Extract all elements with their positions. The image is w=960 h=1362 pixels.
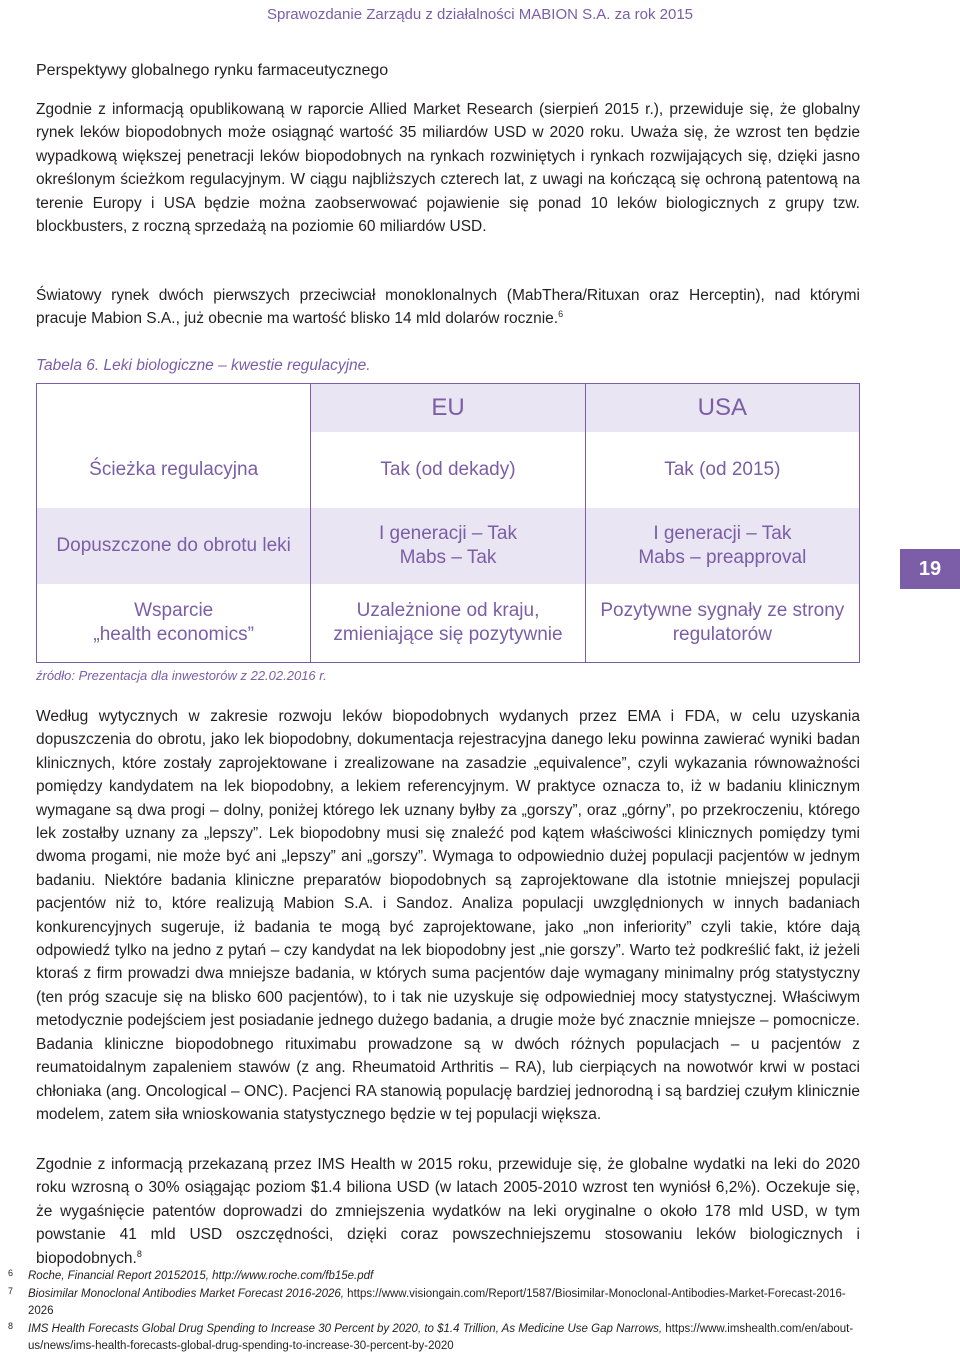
paragraph-monoclonal-market	[36, 284, 860, 331]
header-usa: USA	[585, 384, 859, 433]
cell-usa	[585, 584, 859, 663]
cell-line: Mabs – preapproval	[638, 547, 807, 568]
footnote-number: 6	[8, 1268, 14, 1278]
header-empty-cell	[37, 384, 311, 433]
cell-line: „health economics”	[93, 624, 254, 645]
table-title: Tabela 6. Leki biologiczne – kwestie regulacyjne.	[36, 357, 371, 374]
footnote-citation: Biosimilar Monoclonal Antibodies Market Forecast 2016-2026,	[28, 1287, 344, 1300]
paragraph-text: Zgodnie z informacją przekazaną przez IMS Health w 2015 roku, przewiduje się, że globalne wydatki na leki do 2020 roku wzrosną o 30% osiągając poziom $1.4 biliona USD (w latach 2005-2010 wzrost ten wyniósł 6,2%). Oczekuje się, że wygaśnięcie patentów doprowadzi do zmniejszenia wydatków na leki oryginalne o około 178 mld USD, w tym powstanie 41 mld USD oszczędności, dzięki coraz powszechniejszemu stosowaniu leków biologicznych i biopodobnych.	[36, 1156, 860, 1267]
header-eu: EU	[311, 384, 585, 433]
regulatory-table	[36, 383, 860, 663]
cell-line: I generacji – Tak	[653, 523, 792, 544]
cell-line: Uzależnione od kraju,	[356, 600, 540, 621]
report-header: Sprawozdanie Zarządu z działalności MABION S.A. za rok 2015	[266, 6, 694, 23]
paragraph-guidelines: Według wytycznych w zakresie rozwoju leków biopodobnych wydanych przez EMA i FDA, w celu uzyskania dopuszczenia do obrotu, jako lek biopodobny, dokumentacja rejestracyjna danego leku powinna zawierać wyniki badan klinicznych, które zostały zaprojektowane i zrealizowane na zasadzie „equivalence”, czyli wykazania równoważności pomiędzy kandydatem na lek biopodobny, a lekiem referencyjnym. W praktyce oznacza to, iż w badaniu klinicznym wymagane są dwa progi – dolny, poniżej którego lek uznany byłby za „gorszy”, oraz „górny”, po przekroczeniu, którego lek zostałby uznany za „lepszy”. Lek biopodobny musi się znaleźć pod kątem właściwości klinicznych pomiędzy tymi dwoma progami, nie może być ani „lepszy” ani „gorszy”. Wymaga to odpowiednio dużej populacji pacjentów w jednym badaniu. Niektóre badania kliniczne preparatów biopodobnych są zaprojektowane dla istotnie mniejszej populacji pacjentów niż to, które realizują Mabion S.A. i Sandoz. Analiza populacji uwzględnionych w innych badaniach konkurencyjnych sugeruje, iż badania te mogą być zaprojektowane, jako „non inferiority” czyli takie, które dają odpowiedź tylko na jedno z pytań – czy kandydat na lek biopodobny jest „nie gorszy”. Warto też podkreślić fakt, iż jeżeli ktoraś z firm prowadzi dwa mniejsze badania, w których suma pacjentów daje wymagany minimalny próg statystyczny (ten próg szacuje się na blisko 600 pacjentów), to i tak nie uzyskuje się odpowiedniej mocy statystycznej. Właściwym metodycznie podejściem jest posiadanie jednego dużego badania, a drugie może być znacznie mniejsze – pomocnicze. Badania kliniczne biopodobnego rituximabu prowadzone są w dwóch różnych populacjach – u pacjentów z reumatoidalnym zapaleniem stawów (z ang. Rheumatoid Arthritis – RA), lub cierpiących na nowotwór krwi w postaci chłoniaka (ang. Oncological – ONC). Pacjenci RA stanowią populację bardziej jednorodną i są bardziej czułym klinicznie modelem, zatem siła wnioskowania statystycznego będzie w tej populacji większa.	[36, 708, 860, 1123]
footnote	[8, 1286, 868, 1321]
cell-eu	[311, 508, 585, 584]
cell-eu	[311, 584, 585, 663]
cell-line: Mabs – Tak	[399, 547, 497, 568]
footnote-link[interactable]: https://www.visiongain.com/Report/1587/Biosimilar-Monoclonal-Antibodies-Market-Forecast-2016-2026	[28, 1287, 846, 1317]
cell-line: regulatorów	[672, 624, 772, 645]
cell-line: Pozytywne sygnały ze strony	[600, 600, 845, 621]
footnote-number: 7	[8, 1285, 14, 1296]
cell-line: zmieniające się pozytywnie	[333, 624, 563, 645]
paragraph-market-forecast: Zgodnie z informacją opublikowaną w raporcie Allied Market Research (sierpień 2015 r.), przewiduje się, że globalny rynek leków biopodobnych może osiągnąć wartość 35 miliardów USD w 2020 roku. Uważa się, że wzrost ten będzie wypadkową większej penetracji leków biopodobnych na rynkach rozwiniętych i rynkach rozwijających się, dzięki jasno określonym ścieżkom regulacyjnym. W ciągu najbliższych czterech lat, z uwagi na kończącą się ochroną patentową na terenie Europy i USA będzie można zaobserwować pojawienie się ponad 10 leków biologicznych z grupy tzw. blockbusters, z roczną sprzedażą na poziomie 60 miliardów USD.	[36, 101, 860, 236]
table-row	[37, 432, 860, 508]
cell-usa: Tak (od 2015)	[585, 432, 859, 508]
footnote-ref: 6	[558, 309, 564, 320]
cell-eu: Tak (od dekady)	[311, 432, 585, 508]
row-label	[37, 584, 311, 663]
footnotes	[8, 1268, 868, 1356]
cell-line: I generacji – Tak	[378, 523, 517, 544]
footnote-citation: Roche, Financial Report 20152015, http://www.roche.com/fb15e.pdf	[28, 1270, 374, 1282]
table-row	[37, 508, 860, 584]
section-title: Perspektywy globalnego rynku farmaceutycznego	[36, 62, 389, 79]
row-label: Ścieżka regulacyjna	[37, 432, 311, 508]
footnote-number: 8	[8, 1320, 14, 1331]
paragraph-text: Światowy rynek dwóch pierwszych przeciwciał monoklonalnych (MabThera/Rituxan oraz Herceptin), nad którymi pracuje Mabion S.A., już obecnie ma wartość blisko 14 mld dolarów rocznie.	[36, 287, 860, 328]
cell-line: Wsparcie	[134, 600, 214, 621]
cell-usa	[585, 508, 859, 584]
footnote	[8, 1321, 868, 1356]
footnote-ref: 8	[136, 1248, 142, 1259]
footnote-link[interactable]: https://www.imshealth.com/en/about-us/news/ims-health-forecasts-global-drug-spending-to-increase-30-percent-by-2020	[28, 1322, 854, 1352]
footnote	[8, 1268, 868, 1286]
paragraph-ims-health	[36, 1153, 860, 1270]
table-header-row	[37, 384, 860, 433]
row-label: Dopuszczone do obrotu leki	[37, 508, 311, 584]
page-number-badge: 19	[900, 549, 960, 589]
table-source: źródło: Prezentacja dla inwestorów z 22.02.2016 r.	[36, 668, 327, 683]
footnote-citation: IMS Health Forecasts Global Drug Spending to Increase 30 Percent by 2020, to $1.4 Trillion, As Medicine Use Gap Narrows,	[28, 1322, 663, 1335]
table-row	[37, 584, 860, 663]
